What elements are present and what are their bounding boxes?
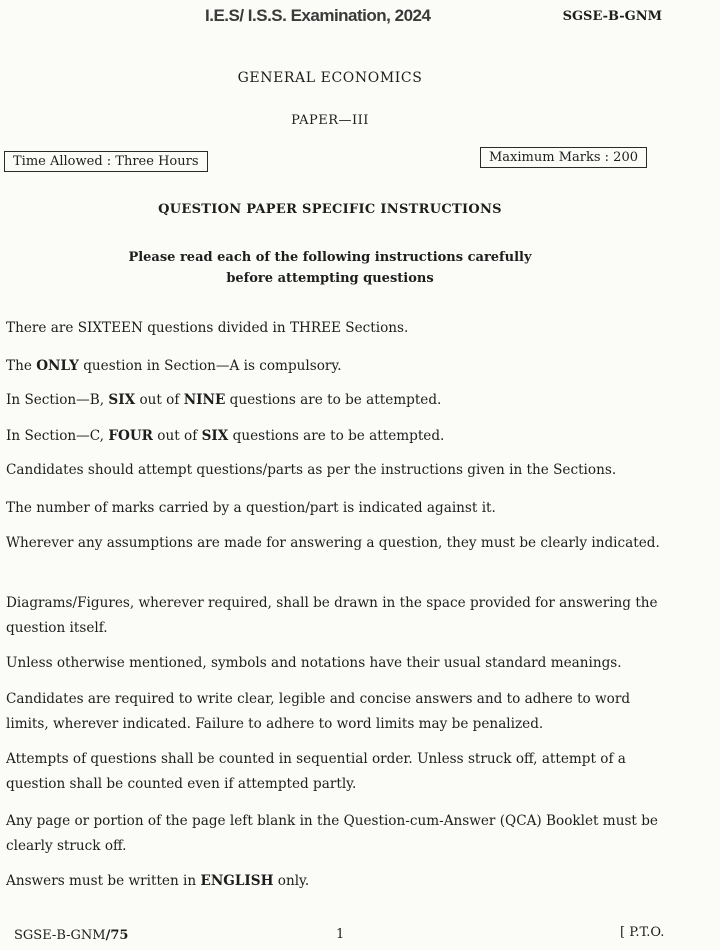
instruction-4-text-mid: out of [152, 428, 202, 444]
instruction-11: Attempts of questions shall be counted in sequential order. Unless struck off, attempt of a question shall be counted even if attempted partly. [6, 751, 626, 792]
instruction-3-text-mid: out of [135, 392, 184, 408]
instruction-1: There are SIXTEEN questions divided in THREE Sections. [6, 320, 409, 336]
pto-note: [ P.T.O. [620, 925, 665, 940]
instruction-10: Candidates are required to write clear, legible and concise answers and to adhere to word limits, wherever indicated. Failure to adhere to word limits may be penalized. [6, 691, 631, 732]
instruction-4 [6, 424, 666, 449]
instruction-3 [6, 388, 666, 413]
instruction-6: The number of marks carried by a question/part is indicated against it. [6, 500, 496, 516]
instruction-3-bold-2: NINE [183, 392, 226, 408]
instruction-13-bold: ENGLISH [200, 873, 274, 889]
instruction-2 [6, 354, 666, 379]
instruction-9: Unless otherwise mentioned, symbols and notations have their usual standard meanings. [6, 655, 622, 671]
instruction-12: Any page or portion of the page left blank in the Question-cum-Answer (QCA) Booklet must be clearly struck off. [6, 813, 658, 854]
instruction-2-bold: ONLY [36, 358, 79, 374]
read-carefully-note [0, 247, 660, 289]
maximum-marks-box: Maximum Marks : 200 [480, 147, 647, 168]
instruction-13-text-end: only. [273, 873, 310, 889]
footer-paper-code [14, 928, 128, 943]
instruction-3-text-end: questions are to be attempted. [225, 392, 442, 408]
subject-title: GENERAL ECONOMICS [237, 70, 423, 86]
footer-code-number: /75 [105, 928, 129, 943]
instruction-5: Candidates should attempt questions/parts as per the instructions given in the Sections. [6, 462, 617, 478]
instruction-7: Wherever any assumptions are made for answering a question, they must be clearly indicated. [6, 535, 660, 551]
page-number: 1 [336, 927, 345, 942]
instruction-4-bold-1: FOUR [108, 428, 153, 444]
read-note-line-1: Please read each of the following instructions carefully [128, 250, 532, 265]
instruction-3-text: In Section—B, [6, 392, 109, 408]
instruction-13-text: Answers must be written in [6, 873, 201, 889]
exam-title: I.E.S/ I.S.S. Examination, 2024 [205, 6, 431, 25]
footer-code-text: SGSE-B-GNM [14, 928, 106, 943]
instruction-2-text: The [6, 358, 37, 374]
instruction-8: Diagrams/Figures, wherever required, shall be drawn in the space provided for answering the question itself. [6, 595, 658, 636]
instruction-4-text: In Section—C, [6, 428, 109, 444]
read-note-line-2: before attempting questions [226, 271, 434, 286]
time-allowed-box: Time Allowed : Three Hours [4, 151, 208, 172]
paper-code: SGSE-B-GNM [562, 9, 662, 24]
instruction-4-bold-2: SIX [201, 428, 229, 444]
instructions-heading: QUESTION PAPER SPECIFIC INSTRUCTIONS [158, 202, 502, 217]
paper-number: PAPER—III [291, 113, 369, 128]
instruction-3-bold-1: SIX [108, 392, 136, 408]
instruction-2-text-end: question in Section—A is compulsory. [78, 358, 342, 374]
instruction-13 [6, 869, 666, 894]
instruction-4-text-end: questions are to be attempted. [228, 428, 445, 444]
